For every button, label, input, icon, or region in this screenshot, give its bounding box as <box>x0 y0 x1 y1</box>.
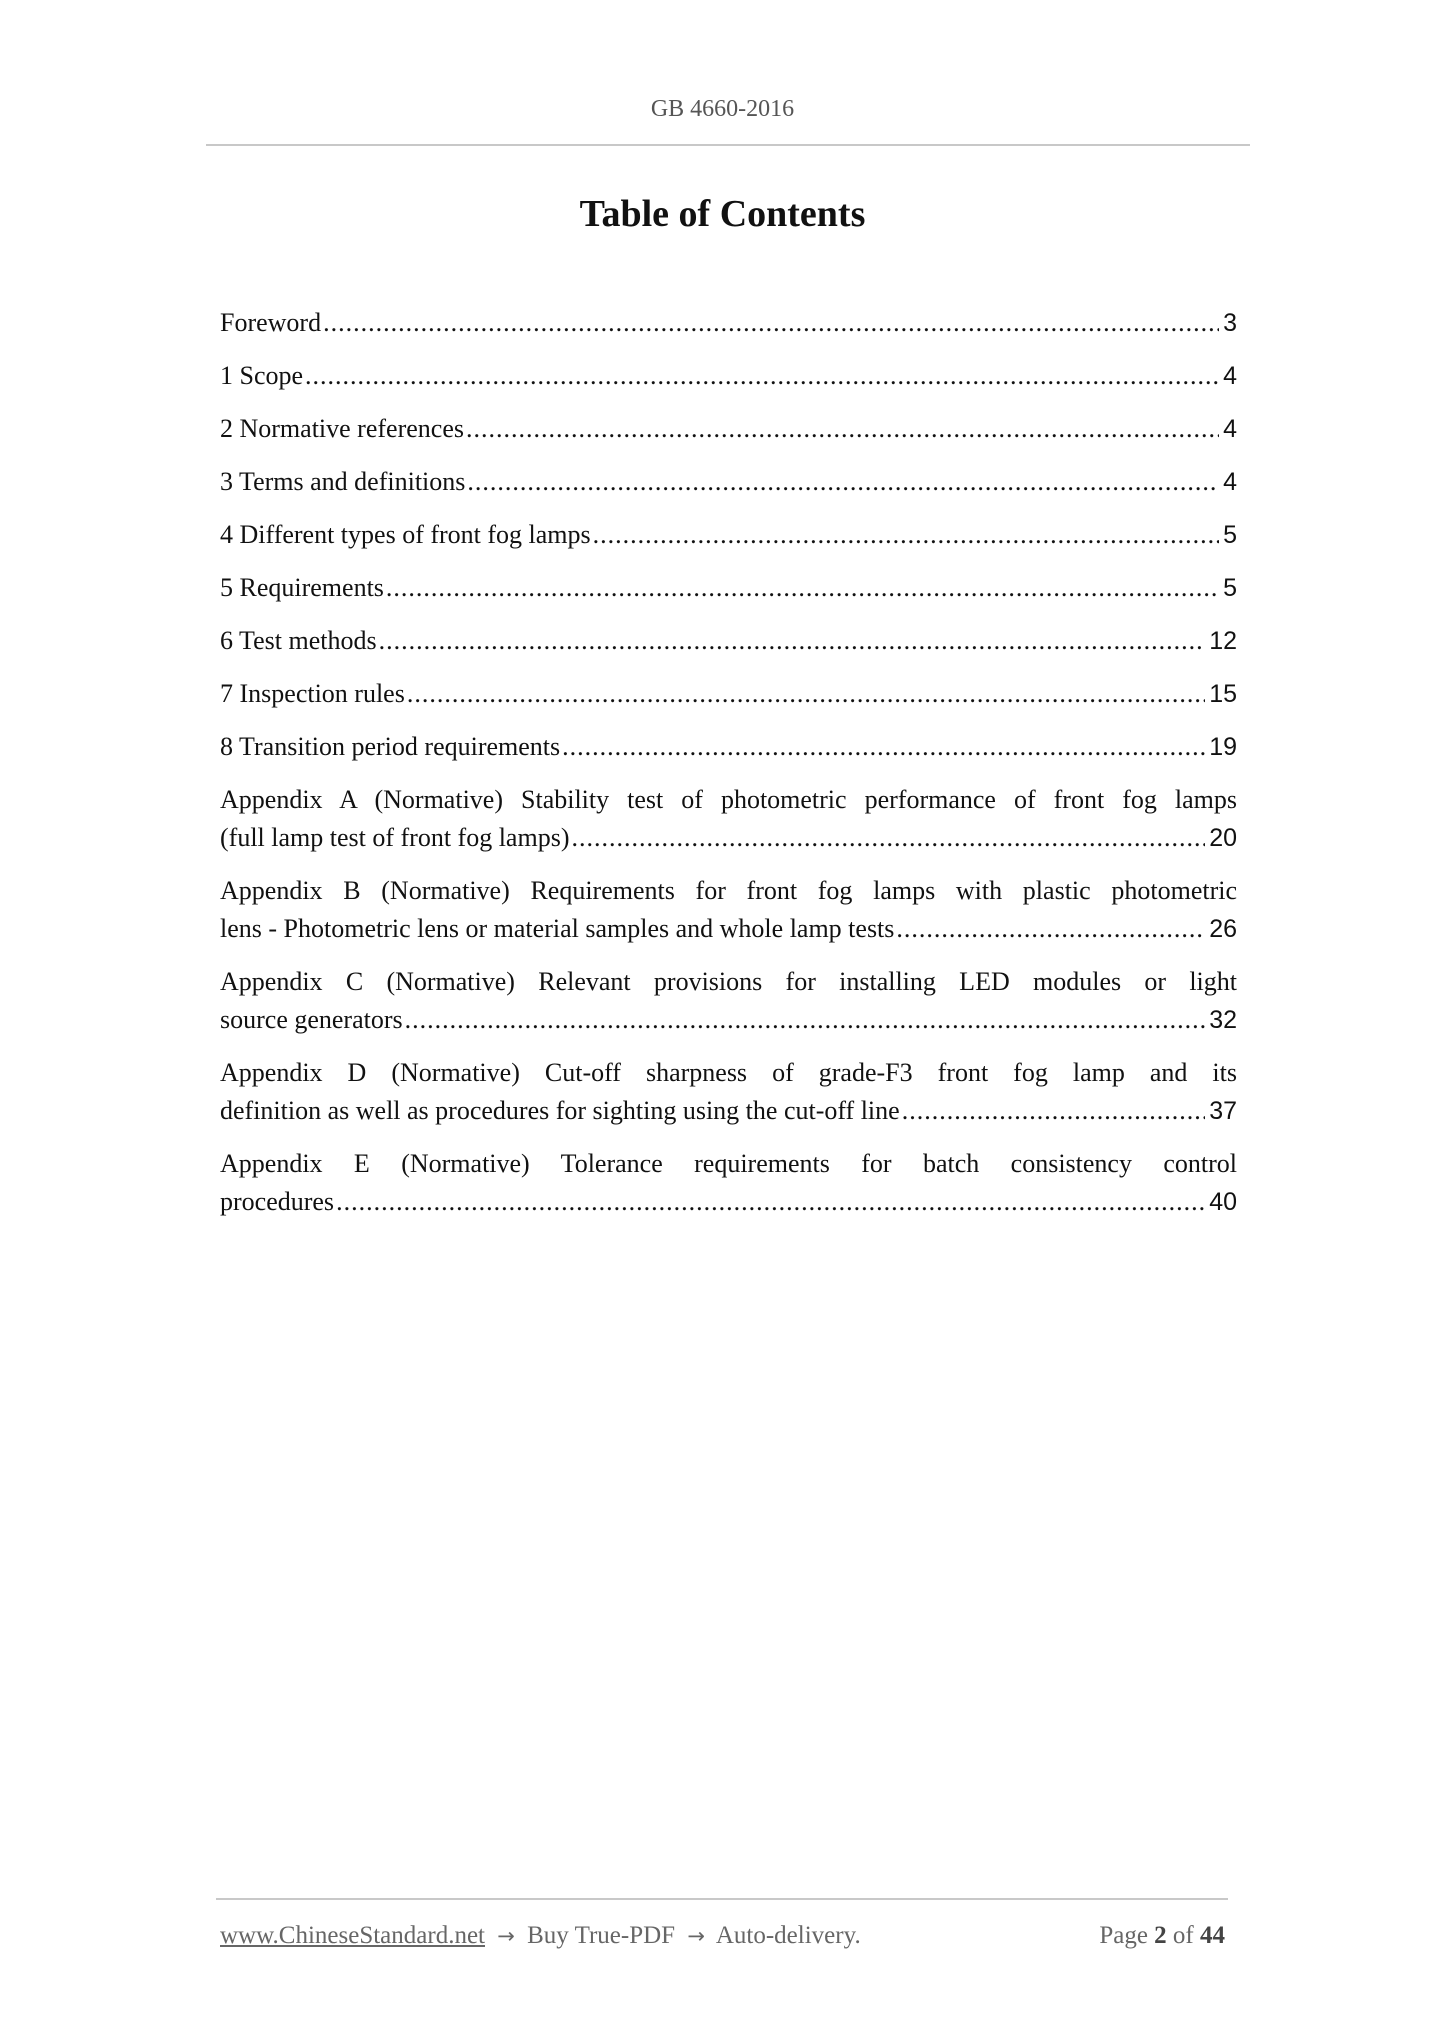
toc-page-number: 37 <box>1209 1097 1237 1125</box>
toc-entry-text-continued: (full lamp test of front fog lamps) <box>220 823 570 852</box>
toc-leader-dots <box>377 622 1206 660</box>
toc-leader-dots <box>560 728 1205 766</box>
toc-leader-dots <box>384 569 1219 607</box>
arrow-right-icon: → <box>497 1924 515 1948</box>
toc-entry-appendix-c[interactable] <box>220 963 1237 1039</box>
toc-entry-appendix-d[interactable] <box>220 1054 1237 1130</box>
toc-entry-test-methods[interactable] <box>220 622 1237 660</box>
buy-true-pdf-text: Buy True-PDF <box>527 1922 676 1949</box>
toc-page-number: 5 <box>1223 574 1237 602</box>
toc-entry-inspection-rules[interactable] <box>220 675 1237 713</box>
toc-leader-dots <box>321 304 1219 342</box>
toc-entry-normative-references[interactable] <box>220 410 1237 448</box>
toc-leader-dots <box>303 357 1219 395</box>
toc-entry-text: 6 Test methods <box>220 626 377 655</box>
toc-entry-transition-period[interactable] <box>220 728 1237 766</box>
toc-page-number: 5 <box>1223 521 1237 549</box>
toc-page-number: 12 <box>1209 627 1237 655</box>
toc-entry-text: Appendix B (Normative) Requirements for front fog lamps with plastic photometric <box>220 876 1237 905</box>
toc-leader-dots <box>569 819 1205 857</box>
toc-page-number: 40 <box>1209 1188 1237 1216</box>
toc-entry-text: 3 Terms and definitions <box>220 467 466 496</box>
toc-leader-dots <box>900 1092 1205 1130</box>
page-indicator <box>1099 1922 1225 1950</box>
toc-entry-requirements[interactable] <box>220 569 1237 607</box>
toc-entry-text: Appendix A (Normative) Stability test of photometric performance of front fog lamps <box>220 785 1237 814</box>
toc-entry-text: Foreword <box>220 308 322 337</box>
toc-leader-dots <box>591 516 1219 554</box>
toc-entry-scope[interactable] <box>220 357 1237 395</box>
toc-page-number: 4 <box>1223 468 1237 496</box>
toc-entry-fog-lamp-types[interactable] <box>220 516 1237 554</box>
toc-leader-dots <box>464 410 1219 448</box>
arrow-right-icon: → <box>687 1924 705 1948</box>
toc-leader-dots <box>465 463 1219 501</box>
toc-entry-text-continued: procedures <box>220 1187 335 1216</box>
header-divider <box>206 144 1250 146</box>
current-page-number: 2 <box>1154 1922 1167 1949</box>
toc-entry-text: Appendix D (Normative) Cut-off sharpness of grade-F3 front fog lamp and its <box>220 1058 1237 1087</box>
toc-entry-text: Appendix C (Normative) Relevant provisions for installing LED modules or light <box>220 967 1237 996</box>
toc-entry-text: 8 Transition period requirements <box>220 732 561 761</box>
toc-leader-dots <box>894 910 1205 948</box>
website-link[interactable]: www.ChineseStandard.net <box>220 1922 485 1949</box>
document-header-code: GB 4660-2016 <box>650 96 795 122</box>
table-of-contents <box>220 304 1237 1236</box>
toc-entry-appendix-a[interactable] <box>220 781 1237 857</box>
toc-entry-text: 1 Scope <box>220 361 304 390</box>
toc-entry-text: 5 Requirements <box>220 573 384 602</box>
toc-entry-foreword[interactable] <box>220 304 1237 342</box>
toc-entry-text: 7 Inspection rules <box>220 679 405 708</box>
toc-entry-appendix-e[interactable] <box>220 1145 1237 1221</box>
toc-entry-text: 2 Normative references <box>220 414 464 443</box>
page-label: Page <box>1099 1922 1148 1949</box>
footer-promo <box>220 1922 861 1950</box>
page-title: Table of Contents <box>579 193 866 235</box>
toc-page-number: 4 <box>1223 362 1237 390</box>
toc-page-number: 20 <box>1209 824 1237 852</box>
toc-page-number: 26 <box>1209 915 1237 943</box>
footer-divider <box>216 1898 1228 1900</box>
toc-page-number: 32 <box>1209 1006 1237 1034</box>
toc-entry-text-continued: definition as well as procedures for sighting using the cut-off line <box>220 1096 900 1125</box>
toc-entry-text-continued: lens - Photometric lens or material samples and whole lamp tests <box>220 914 895 943</box>
toc-page-number: 4 <box>1223 415 1237 443</box>
of-label: of <box>1172 1922 1194 1949</box>
toc-entry-appendix-b[interactable] <box>220 872 1237 948</box>
toc-leader-dots <box>403 1001 1206 1039</box>
toc-entry-text-continued: source generators <box>220 1005 403 1034</box>
toc-leader-dots <box>405 675 1205 713</box>
toc-entry-text: Appendix E (Normative) Tolerance requirements for batch consistency control <box>220 1149 1237 1178</box>
toc-page-number: 19 <box>1209 733 1237 761</box>
toc-page-number: 3 <box>1223 309 1237 337</box>
total-page-count: 44 <box>1200 1922 1225 1949</box>
auto-delivery-text: Auto-delivery. <box>715 1922 861 1949</box>
toc-page-number: 15 <box>1209 680 1237 708</box>
toc-leader-dots <box>334 1183 1205 1221</box>
toc-entry-terms-definitions[interactable] <box>220 463 1237 501</box>
toc-entry-text: 4 Different types of front fog lamps <box>220 520 591 549</box>
